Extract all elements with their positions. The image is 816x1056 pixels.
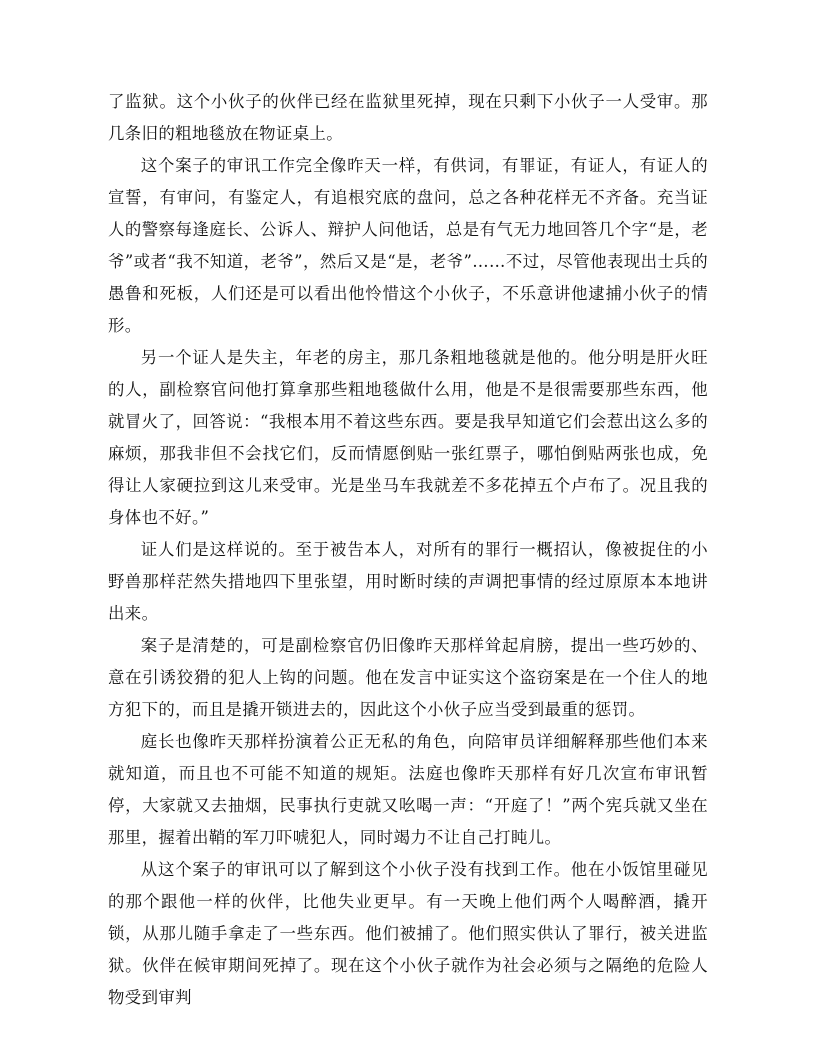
paragraph-4: 证人们是这样说的。至于被告本人，对所有的罪行一概招认，像被捉住的小野兽那样茫然失措地四下里张望，用时断时续的声调把事情的经过原原本本地讲出来。: [108, 540, 708, 623]
paragraph-3: 另一个证人是失主，年老的房主，那几条粗地毯就是他的。他分明是肝火旺的人，副检察官问他打算拿那些粗地毯做什么用，他是不是很需要那些东西，他就冒火了，回答说：“我根本用不着这些东西。要是我早知道它们会惹出这么多的麻烦，那我非但不会找它们，反而情愿倒贴一张红票子，哪怕倒贴两张也成，免得让人家硬拉到这儿来受审。光是坐马车我就差不多花掉五个卢布了。况且我的身体也不好。”: [108, 348, 708, 527]
paragraph-2: 这个案子的审讯工作完全像昨天一样，有供词，有罪证，有证人，有证人的宣誓，有审问，有鉴定人，有追根究底的盘问，总之各种花样无不齐备。充当证人的警察每逢庭长、公诉人、辩护人问他话，总是有气无力地回答几个字“是，老爷”或者“我不知道，老爷”，然后又是“是，老爷”……不过，尽管他表现出士兵的愚鲁和死板，人们还是可以看出他怜惜这个小伙子，不乐意讲他逮捕小伙子的情形。: [108, 156, 708, 335]
paragraph-1: 了监狱。这个小伙子的伙伴已经在监狱里死掉，现在只剩下小伙子一人受审。那几条旧的粗地毯放在物证桌上。: [108, 92, 708, 143]
paragraph-6: 庭长也像昨天那样扮演着公正无私的角色，向陪审员详细解释那些他们本来就知道，而且也不可能不知道的规矩。法庭也像昨天那样有好几次宣布审讯暂停，大家就又去抽烟，民事执行吏就又吆喝一声：“开庭了！”两个宪兵就又坐在那里，握着出鞘的军刀吓唬犯人，同时竭力不让自己打盹儿。: [108, 732, 708, 847]
paragraph-7: 从这个案子的审讯可以了解到这个小伙子没有找到工作。他在小饭馆里碰见的那个跟他一样的伙伴，比他失业更早。有一天晚上他们两个人喝醉酒，撬开锁，从那儿随手拿走了一些东西。他们被捕了。他们照实供认了罪行，被关进监狱。伙伴在候审期间死掉了。现在这个小伙子就作为社会必须与之隔绝的危险人物受到审判: [108, 860, 708, 1007]
document-page: [108, 86, 708, 1014]
paragraph-5: 案子是清楚的，可是副检察官仍旧像昨天那样耸起肩膀，提出一些巧妙的、意在引诱狡猾的犯人上钩的问题。他在发言中证实这个盗窃案是在一个住人的地方犯下的，而且是撬开锁进去的，因此这个小伙子应当受到最重的惩罚。: [108, 636, 708, 719]
